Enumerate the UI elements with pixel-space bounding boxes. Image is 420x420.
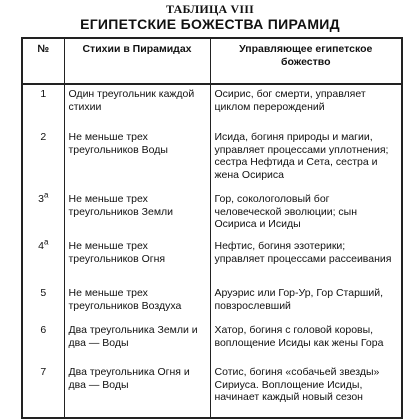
row-elements: Не меньше трех треугольников Воздуха	[64, 284, 210, 321]
table-row	[22, 363, 402, 418]
table-row	[22, 237, 402, 284]
row-deity: Нефтис, богиня эзотерики; управляет процессами рассеивания	[210, 237, 402, 284]
row-deity: Аруэрис или Гор-Ур, Гор Старший, повзрослевший	[210, 284, 402, 321]
row-number: 5	[22, 284, 64, 321]
table-label: ТАБЛИЦА VIII	[165, 2, 255, 16]
row-elements: Не меньше трех треугольников Воды	[64, 128, 210, 190]
table-row	[22, 321, 402, 363]
header-number: №	[22, 38, 64, 84]
row-deity: Осирис, бог смерти, управляет циклом перерождений	[210, 84, 402, 128]
row-number: 2	[22, 128, 64, 190]
table-header-row	[22, 38, 402, 84]
row-elements: Не меньше трех треугольников Земли	[64, 190, 210, 237]
header-elements: Стихии в Пирамидах	[64, 38, 210, 84]
row-number: 1	[22, 84, 64, 128]
row-elements: Два треугольника Земли и два — Воды	[64, 321, 210, 363]
row-number: 6	[22, 321, 64, 363]
row-elements: Два треугольника Огня и два — Воды	[64, 363, 210, 418]
table-row	[22, 190, 402, 237]
row-number: 3$^a$	[22, 190, 64, 237]
row-deity: Сотис, богиня «собачьей звезды» Сириуса. Воплощение Исиды, начинает каждый новый сезон	[210, 363, 402, 418]
row-number: 7	[22, 363, 64, 418]
table-heading	[0, 0, 420, 32]
header-deity: Управляющее египетское божество	[210, 38, 402, 84]
row-deity: Гор, сокологоловый бог человеческой эволюции; сын Осириса и Исиды	[210, 190, 402, 237]
row-elements: Один треугольник каждой стихии	[64, 84, 210, 128]
row-elements: Не меньше трех треугольников Огня	[64, 237, 210, 284]
table-row	[22, 84, 402, 128]
row-number: 4$^a$	[22, 237, 64, 284]
pyramid-deities-table	[21, 37, 403, 419]
row-deity: Исида, богиня природы и магии, управляет процессами уплотнения; сестра Нефтида и Сета, сестра и жена Осириса	[210, 128, 402, 190]
table-title: ЕГИПЕТСКИЕ БОЖЕСТВА ПИРАМИД	[80, 16, 340, 32]
table-row	[22, 128, 402, 190]
row-deity: Хатор, богиня с головой коровы, воплощение Исиды как жены Гора	[210, 321, 402, 363]
table-row	[22, 284, 402, 321]
